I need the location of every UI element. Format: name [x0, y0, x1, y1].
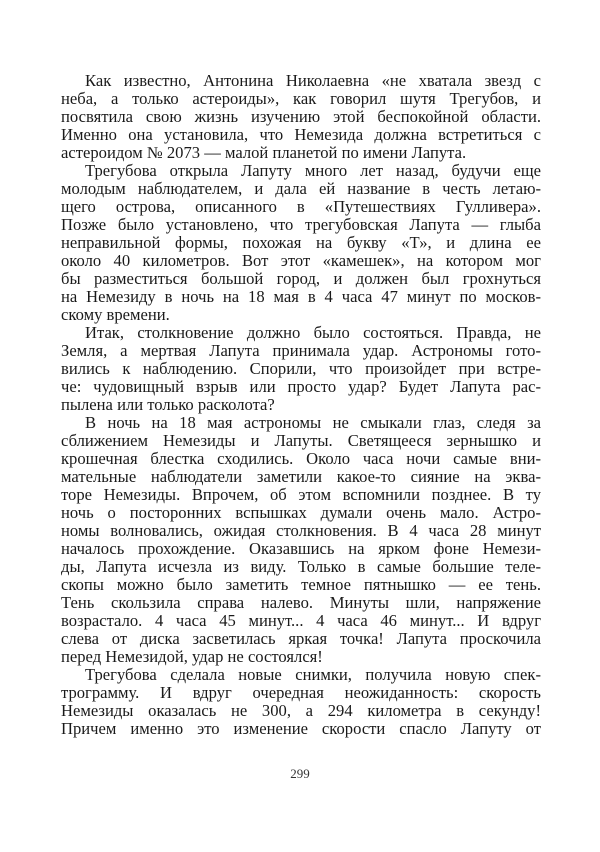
- text-line: вились к наблюдению. Спорили, что произойдет при встре-: [61, 359, 541, 378]
- text-line: Позже было установлено, что трегубовская Лапута — глыба: [61, 215, 541, 234]
- paragraph: [61, 162, 541, 324]
- text-line: бы разместиться большой город, и должен был грохнуться: [61, 269, 541, 288]
- text-line: пылена или только расколота?: [61, 395, 275, 414]
- text-line: Трегубова сделала новые снимки, получила новую спек-: [85, 665, 541, 684]
- text-line: Земля, а мертвая Лапута принимала удар. Астрономы гото-: [61, 341, 541, 360]
- text-line: Причем именно это изменение скорости спасло Лапуту от: [61, 719, 541, 738]
- text-line: ночь о посторонних вспышках думали очень мало. Астро-: [61, 503, 541, 522]
- text-line: щего острова, описанного в «Путешествиях Гулливера».: [61, 197, 541, 216]
- paragraph: [61, 72, 541, 162]
- text-line: Трегубова открыла Лапуту много лет назад, будучи еще: [85, 161, 541, 180]
- text-line: номы волновались, ожидая столкновения. В 4 часа 28 минут: [61, 521, 541, 540]
- text-line: В ночь на 18 мая астрономы не смыкали глаз, следя за: [85, 413, 541, 432]
- text-line: торе Немезиды. Впрочем, об этом вспомнили позднее. В ту: [61, 485, 541, 504]
- text-line: Немезиды оказалась не 300, а 294 километра в секунду!: [61, 701, 541, 720]
- text-line: неба, а только астероиды», как говорил шутя Трегубов, и: [61, 89, 541, 108]
- text-line: сближением Немезиды и Лапуты. Светящееся зернышко и: [61, 431, 541, 450]
- paragraph: [61, 324, 541, 414]
- text-line: молодым наблюдателем, и дала ей название в честь летаю-: [61, 179, 541, 198]
- page-number: 299: [290, 766, 310, 781]
- text-line: возрастало. 4 часа 45 минут... 4 часа 46 минут... И вдруг: [61, 611, 541, 630]
- text-line: слева от диска засветилась яркая точка! Лапута проскочила: [61, 629, 541, 648]
- page-body: [61, 72, 541, 738]
- text-line: Как известно, Антонина Николаевна «не хватала звезд с: [85, 71, 541, 90]
- text-line: трограмму. И вдруг очередная неожиданность: скорость: [61, 683, 541, 702]
- paragraph: [61, 414, 541, 666]
- text-line: ды, Лапута исчезла из виду. Только в самые большие теле-: [61, 557, 541, 576]
- paragraph: [61, 666, 541, 738]
- text-line: астероидом № 2073 — малой планетой по имени Лапута.: [61, 143, 467, 162]
- text-line: перед Немезидой, удар не состоялся!: [61, 647, 323, 666]
- text-line: неправильной формы, похожая на букву «Т», и длина ее: [61, 233, 541, 252]
- text-line: около 40 километров. Вот этот «камешек», на котором мог: [61, 251, 541, 270]
- text-line: посвятила свою жизнь изучению этой беспокойной области.: [61, 107, 541, 126]
- text-line: крошечная блестка сходились. Около часа ночи самые вни-: [61, 449, 541, 468]
- text-line: Именно она установила, что Немезида должна встретиться с: [61, 125, 541, 144]
- text-line: Тень скользила справа налево. Минуты шли, напряжение: [61, 593, 541, 612]
- text-line: че: чудовищный взрыв или просто удар? Будет Лапута рас-: [61, 377, 541, 396]
- text-line: началось прохождение. Оказавшись на ярком фоне Немези-: [61, 539, 541, 558]
- text-line: мательные наблюдатели заметили какое-то сияние на эква-: [61, 467, 541, 486]
- text-line: на Немезиду в ночь на 18 мая в 4 часа 47 минут по москов-: [61, 287, 541, 306]
- text-line: Итак, столкновение должно было состояться. Правда, не: [85, 323, 541, 342]
- text-line: скому времени.: [61, 305, 170, 324]
- text-line: скопы можно было заметить темное пятнышко — ее тень.: [61, 575, 541, 594]
